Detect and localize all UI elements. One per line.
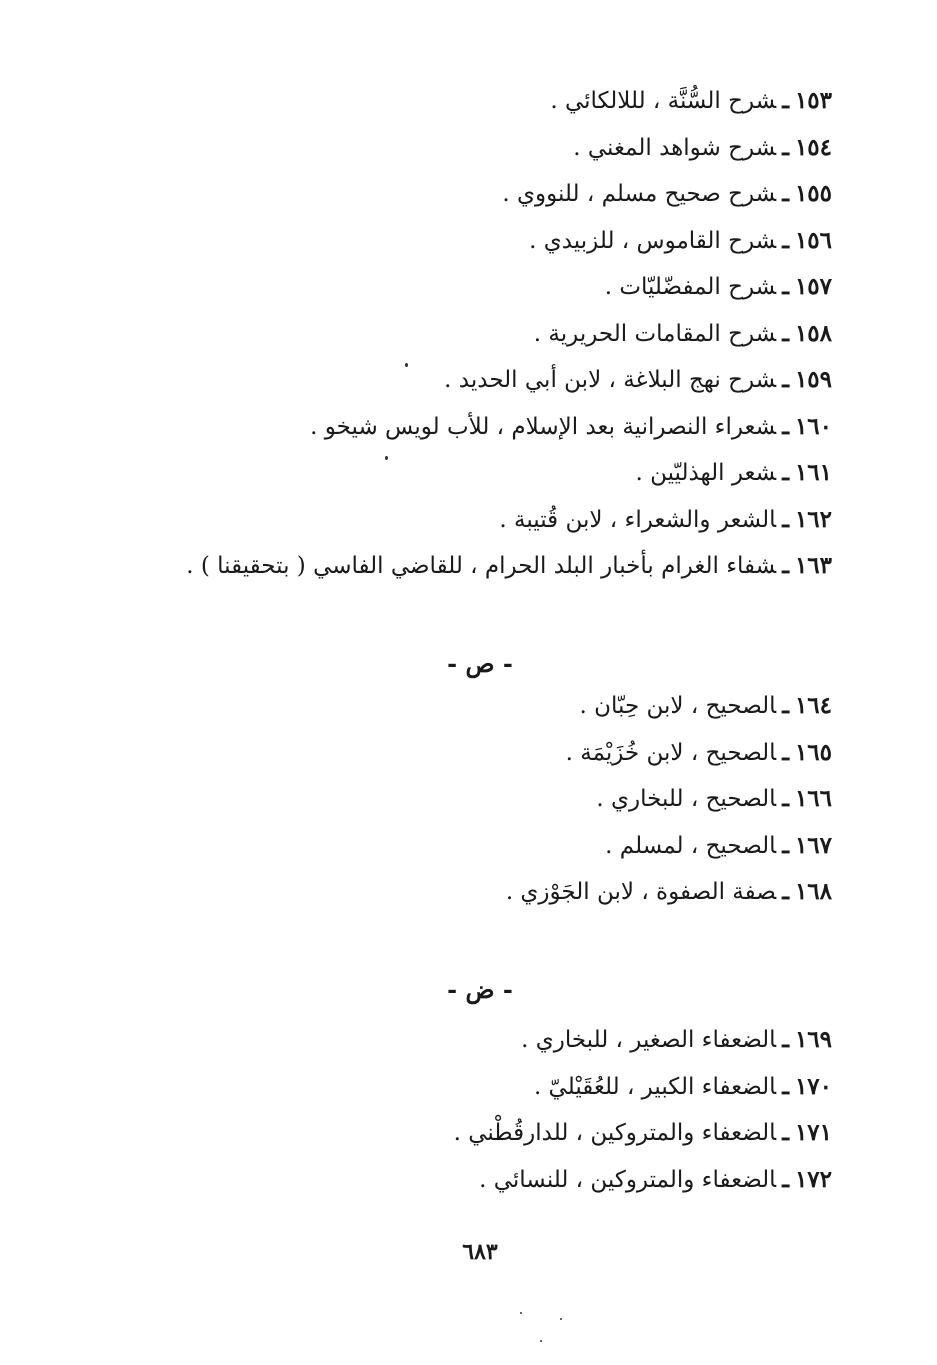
entry-separator: ـ xyxy=(782,505,789,533)
scan-speck xyxy=(385,456,388,460)
entries-block-sad xyxy=(112,683,832,916)
entry-title: شفاء الغرام بأخبار البلد الحرام ، للقاضي الفاسي ( بتحقيقنا ) . xyxy=(186,553,777,579)
entry-separator: ـ xyxy=(782,785,789,812)
list-item xyxy=(112,264,832,311)
entry-number: ١٦٧ xyxy=(794,831,832,859)
entry-separator: ـ xyxy=(782,1072,789,1100)
entry-separator: ـ xyxy=(782,87,789,114)
entry-title: الضعفاء والمتروكين ، للدارقُطْني . xyxy=(453,1120,777,1146)
entry-separator: ـ xyxy=(782,552,789,579)
entry-number: ١٥٧ xyxy=(794,273,832,300)
list-item xyxy=(112,497,832,544)
list-item xyxy=(112,776,832,823)
entry-title: شرح القاموس ، للزبيدي . xyxy=(529,227,777,254)
entries-block-dad xyxy=(112,1017,832,1203)
entry-title: الضعفاء الصغير ، للبخاري . xyxy=(521,1027,777,1053)
entry-number: ١٦٢ xyxy=(794,505,832,533)
entry-separator: ـ xyxy=(782,459,789,486)
entry-title: الصحيح ، لابن خُزَيْمَة . xyxy=(565,739,777,766)
entry-title: صفة الصفوة ، لابن الجَوْزي . xyxy=(505,879,777,905)
entry-title: شرح نهج البلاغة ، لابن أبي الحديد . xyxy=(444,367,777,393)
entry-title: شعر الهذليّين . xyxy=(635,460,777,486)
list-item xyxy=(112,543,832,590)
entry-separator: ـ xyxy=(782,692,789,719)
entry-number: ١٥٨ xyxy=(794,319,832,347)
entry-title: شرح المقامات الحريرية . xyxy=(533,320,777,347)
entry-number: ١٥٥ xyxy=(794,180,832,207)
entry-number: ١٦٩ xyxy=(794,1026,832,1053)
list-item xyxy=(112,1110,832,1157)
entry-separator: ـ xyxy=(782,180,789,207)
entry-separator: ـ xyxy=(782,366,789,393)
entry-title: شرح السُّنَّة ، لللالكائي . xyxy=(550,88,777,114)
list-item xyxy=(112,171,832,218)
entry-number: ١٥٩ xyxy=(794,366,832,393)
scan-speck xyxy=(560,1318,562,1320)
section-header-dad: - ض - xyxy=(447,975,513,1004)
list-item xyxy=(112,78,832,125)
entry-number: ١٦٤ xyxy=(794,692,832,719)
entry-number: ١٦٠ xyxy=(794,412,832,440)
page-number: ٦٨٣ xyxy=(462,1239,498,1265)
entry-number: ١٦١ xyxy=(794,459,832,486)
entry-separator: ـ xyxy=(782,273,789,300)
scan-speck xyxy=(520,1312,522,1314)
entry-separator: ـ xyxy=(782,319,789,347)
entry-title: الصحيح ، لمسلم . xyxy=(605,832,777,859)
entry-title: الصحيح ، للبخاري . xyxy=(596,786,777,812)
entry-number: ١٦٣ xyxy=(794,552,832,579)
entry-title: شعراء النصرانية بعد الإسلام ، للأب لويس شيخو . xyxy=(310,413,777,440)
section-header-sad: - ص - xyxy=(447,649,513,678)
entry-separator: ـ xyxy=(782,1119,789,1146)
entry-number: ١٦٨ xyxy=(794,878,832,905)
entry-title: الضعفاء والمتروكين ، للنسائي . xyxy=(479,1166,777,1193)
entry-title: شرح صحيح مسلم ، للنووي . xyxy=(502,181,777,207)
entry-separator: ـ xyxy=(782,738,789,766)
entry-title: شرح المفضّليّات . xyxy=(604,274,777,300)
list-item xyxy=(112,1064,832,1111)
list-item xyxy=(112,869,832,916)
list-item xyxy=(112,218,832,265)
entry-separator: ـ xyxy=(782,878,789,905)
list-item xyxy=(112,823,832,870)
entry-number: ١٥٦ xyxy=(794,226,832,254)
list-item xyxy=(112,1017,832,1064)
entry-title: الشعر والشعراء ، لابن قُتيبة . xyxy=(499,506,777,533)
list-item xyxy=(112,404,832,451)
list-item xyxy=(112,683,832,730)
entry-separator: ـ xyxy=(782,412,789,440)
list-item xyxy=(112,357,832,404)
entry-separator: ـ xyxy=(782,1026,789,1053)
entry-number: ١٥٤ xyxy=(794,133,832,161)
entry-number: ١٥٣ xyxy=(794,87,832,114)
scan-speck xyxy=(405,363,408,367)
entry-title: الصحيح ، لابن حِبّان . xyxy=(579,693,777,719)
list-item xyxy=(112,1157,832,1204)
entry-number: ١٧٠ xyxy=(794,1072,832,1100)
entry-separator: ـ xyxy=(782,226,789,254)
entry-number: ١٧١ xyxy=(794,1119,832,1146)
entry-number: ١٦٥ xyxy=(794,738,832,766)
list-item xyxy=(112,125,832,172)
entry-number: ١٧٢ xyxy=(794,1165,832,1193)
list-item xyxy=(112,730,832,777)
entry-title: الضعفاء الكبير ، للعُقَيْليّ . xyxy=(533,1073,777,1100)
entries-block-shin xyxy=(112,78,832,590)
list-item xyxy=(112,311,832,358)
list-item xyxy=(112,450,832,497)
entry-number: ١٦٦ xyxy=(794,785,832,812)
entry-separator: ـ xyxy=(782,133,789,161)
entry-separator: ـ xyxy=(782,1165,789,1193)
entry-separator: ـ xyxy=(782,831,789,859)
scan-speck xyxy=(540,1340,542,1342)
entry-title: شرح شواهد المغني . xyxy=(573,134,777,161)
